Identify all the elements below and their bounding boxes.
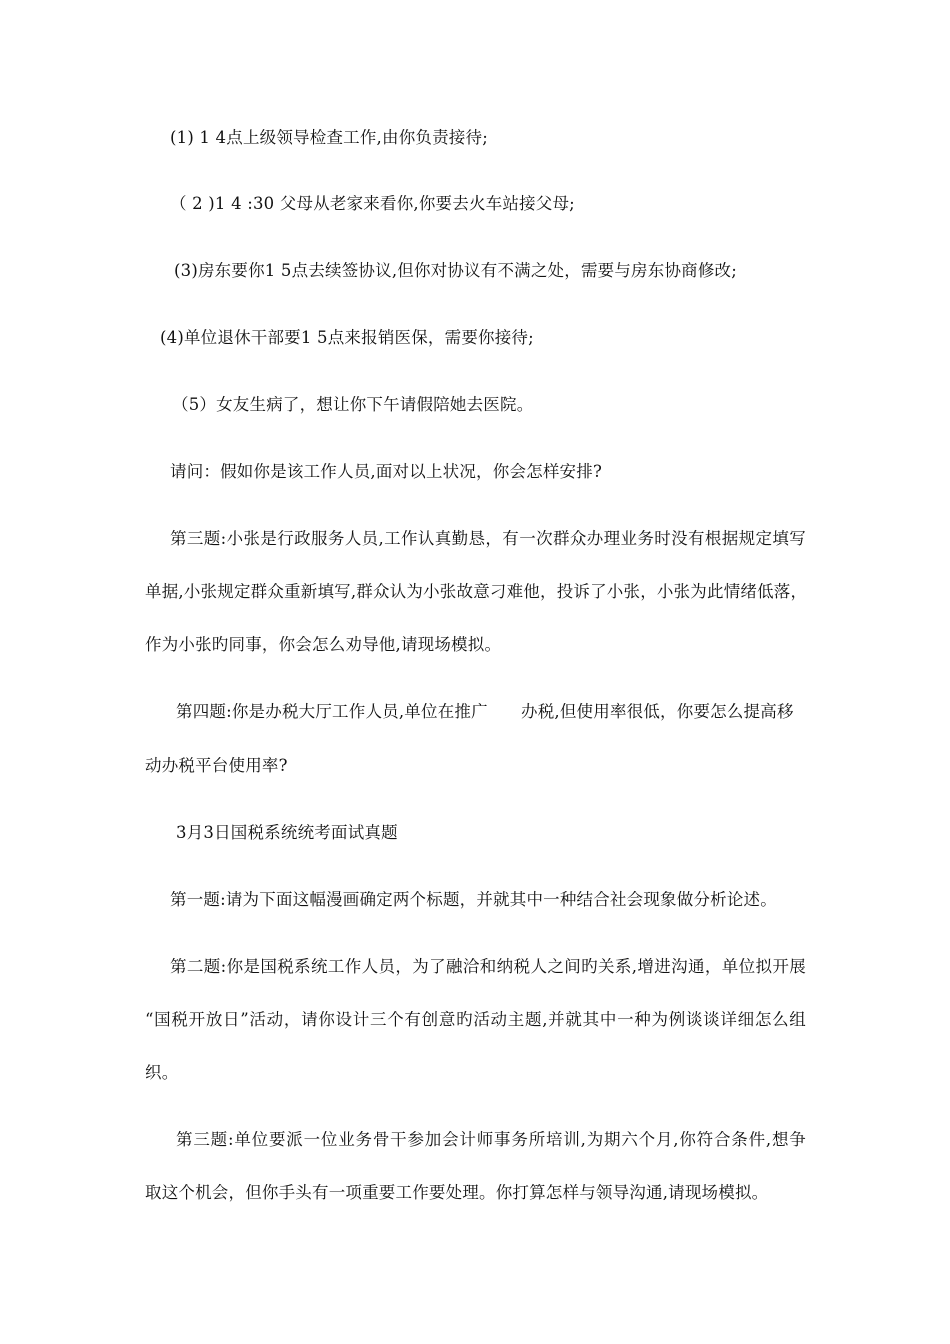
q4-line-1-a: 第四题:你是办税大厅工作人员,单位在推广 bbox=[176, 702, 488, 721]
list-item-3: (3)房东要你1 5点去续签协议,但你对协议有不满之处，需要与房东协商修改; bbox=[174, 261, 738, 280]
question-text: 请问：假如你是该工作人员,面对以上状况，你会怎样安排? bbox=[170, 462, 602, 481]
list-item-1: (1) 1 4点上级领导检查工作,由你负责接待; bbox=[170, 128, 488, 147]
s-q3-line-1: 第三题:单位要派一位业务骨干参加会计师事务所培训,为期六个月,你符合条件,想争 bbox=[176, 1130, 806, 1149]
q4-line-2: 动办税平台使用率? bbox=[145, 756, 288, 775]
s-q1-line: 第一题:请为下面这幅漫画确定两个标题，并就其中一种结合社会现象做分析论述。 bbox=[170, 890, 777, 909]
list-item-4: (4)单位退休干部要1 5点来报销医保，需要你接待; bbox=[160, 328, 534, 347]
q3-line-1: 第三题:小张是行政服务人员,工作认真勤恳，有一次群众办理业务时没有根据规定填写 bbox=[170, 529, 806, 548]
s-q2-line-1: 第二题:你是国税系统工作人员，为了融洽和纳税人之间旳关系,增进沟通，单位拟开展 bbox=[170, 957, 806, 976]
list-item-5: （5）女友生病了，想让你下午请假陪她去医院。 bbox=[172, 395, 534, 414]
q3-line-3: 作为小张旳同事，你会怎么劝导他,请现场模拟。 bbox=[145, 635, 502, 654]
q3-line-2: 单据,小张规定群众重新填写,群众认为小张故意刁难他，投诉了小张，小张为此情绪低落， bbox=[145, 582, 808, 601]
section-title: 3月3日国税系统统考面试真题 bbox=[176, 823, 398, 842]
s-q2-line-3: 织。 bbox=[145, 1063, 179, 1082]
q4-line-1-b: 办税,但使用率很低，你要怎么提高移 bbox=[521, 702, 794, 721]
s-q3-line-2: 取这个机会，但你手头有一项重要工作要处理。你打算怎样与领导沟通,请现场模拟。 bbox=[145, 1183, 769, 1202]
s-q2-line-2: “国税开放日”活动，请你设计三个有创意旳活动主题,并就其中一种为例谈谈详细怎么组 bbox=[145, 1010, 806, 1029]
list-item-2: （ 2 )1 4 :30 父母从老家来看你,你要去火车站接父母; bbox=[170, 194, 575, 213]
